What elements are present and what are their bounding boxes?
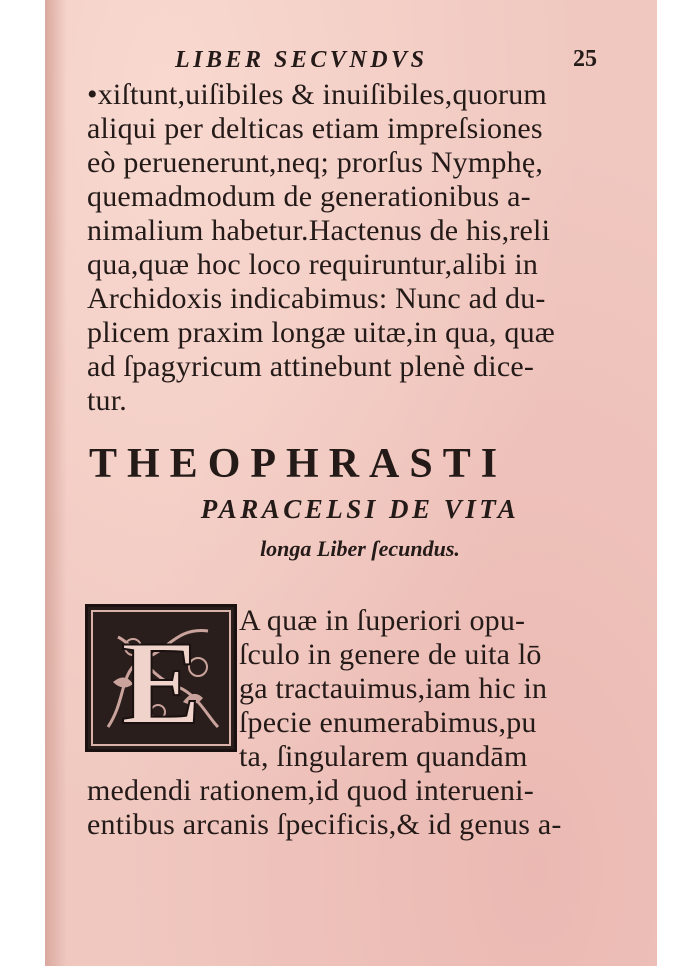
chapter-heading-subtitle: longa Liber ſecundus. <box>260 536 460 561</box>
text-line: A quæ in ſuperiori opu- <box>239 604 526 637</box>
page-gutter-shadow <box>45 0 67 966</box>
text-line: ad ſpagyricum attinebunt plenè dice- <box>87 350 535 383</box>
ornamented-initial-E-icon <box>85 604 237 752</box>
text-line: ga tractauimus,iam hic in <box>239 672 548 705</box>
text-line: ſpecie enumerabimus,pu <box>239 706 537 739</box>
chapter-heading-author: THEOPHRASTI <box>89 441 508 487</box>
text-line: plicem praxim longæ uitæ,in qua, quæ <box>87 316 555 349</box>
book-page <box>45 0 657 966</box>
chapter-heading-title: PARACELSI DE VITA <box>200 494 520 524</box>
text-line: ta, ſingularem quandām <box>239 740 528 773</box>
text-line: quemadmodum de generationibus a- <box>87 180 531 213</box>
running-title: LIBER SECVNDVS <box>175 47 428 73</box>
text-line: Archidoxis indicabimus: Nunc ad du- <box>87 282 546 315</box>
page-number: 25 <box>573 46 597 72</box>
text-line: qua,quæ hoc loco requiruntur,alibi in <box>87 248 539 281</box>
text-line: nimalium habetur.Hactenus de his,reli <box>87 214 551 247</box>
text-line: eò peruenerunt,neq; prorſus Nymphę, <box>87 146 544 179</box>
text-line: entibus arcanis ſpecificis,& id genus a- <box>87 808 562 841</box>
svg-text:E: E <box>120 616 202 749</box>
text-line: •xiſtunt,uiſibiles & inuiſibiles,quorum <box>87 78 547 111</box>
text-line: ſculo in genere de uita lō <box>239 638 542 671</box>
text-line: tur. <box>87 384 127 417</box>
text-line: medendi rationem,id quod interueni- <box>87 774 534 807</box>
text-line: aliqui per delticas etiam impreſsiones <box>87 112 543 145</box>
